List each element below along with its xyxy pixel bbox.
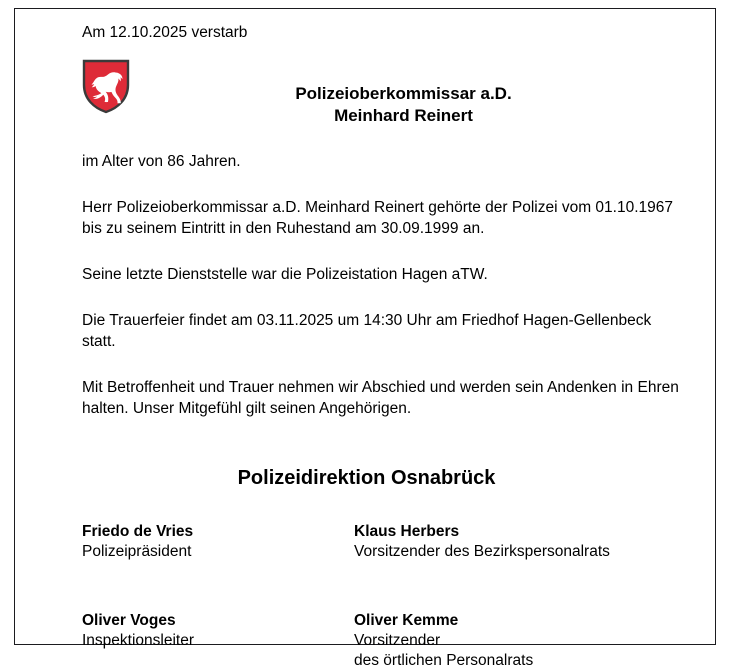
signatory-block (82, 521, 354, 562)
signatory-role-line: Polizeipräsident (82, 543, 192, 560)
deceased-name: Meinhard Reinert (334, 106, 473, 125)
deceased-title (82, 59, 691, 127)
funeral-details-paragraph: Die Trauerfeier findet am 03.11.2025 um 14:30 Uhr am Friedhof Hagen-Gellenbeck statt. (82, 312, 652, 350)
signatory-name: Friedo de Vries (82, 523, 194, 540)
last-post-paragraph: Seine letzte Dienststelle war die Polizeistation Hagen aTW. (82, 266, 488, 283)
signatory-name: Klaus Herbers (354, 523, 460, 540)
lower-saxony-coat-of-arms-icon (82, 59, 130, 114)
signatory-role-line: Vorsitzender des Bezirkspersonalrats (354, 543, 610, 560)
signatory-block (354, 521, 691, 562)
signatory-role-line: Vorsitzender (354, 632, 441, 649)
signatory-name: Oliver Voges (82, 612, 176, 629)
condolence-paragraph: Mit Betroffenheit und Trauer nehmen wir Abschied und werden sein Andenken in Ehren halten. Unser Mitgefühl gilt seinen Angehörigen. (82, 379, 679, 417)
crest-and-title-row (82, 59, 691, 127)
signatory-role-line: Inspektionsleiter (82, 632, 195, 649)
service-history-paragraph: Herr Polizeioberkommissar a.D. Meinhard Reinert gehörte der Polizei vom 01.10.1967 bis zu seinem Eintritt in den Ruhestand am 30.09.1999 an. (82, 199, 673, 237)
notice-content (15, 9, 715, 669)
signatory-role (82, 542, 354, 562)
age-line: im Alter von 86 Jahren. (82, 153, 241, 170)
signatory-block (82, 610, 354, 671)
obituary-notice-card (14, 8, 716, 669)
signatory-role-line: des örtlichen Personalrats (354, 652, 534, 669)
signatory-block (354, 610, 691, 671)
signatory-name: Oliver Kemme (354, 612, 459, 629)
signatory-role (354, 631, 691, 671)
signatory-role (354, 542, 691, 562)
organization-heading: Polizeidirektion Osnabrück (237, 467, 496, 489)
death-date-line: Am 12.10.2025 verstarb (82, 24, 248, 41)
deceased-rank: Polizeioberkommissar a.D. (295, 84, 512, 103)
signatories-grid (82, 521, 691, 671)
signatory-role (82, 631, 354, 651)
